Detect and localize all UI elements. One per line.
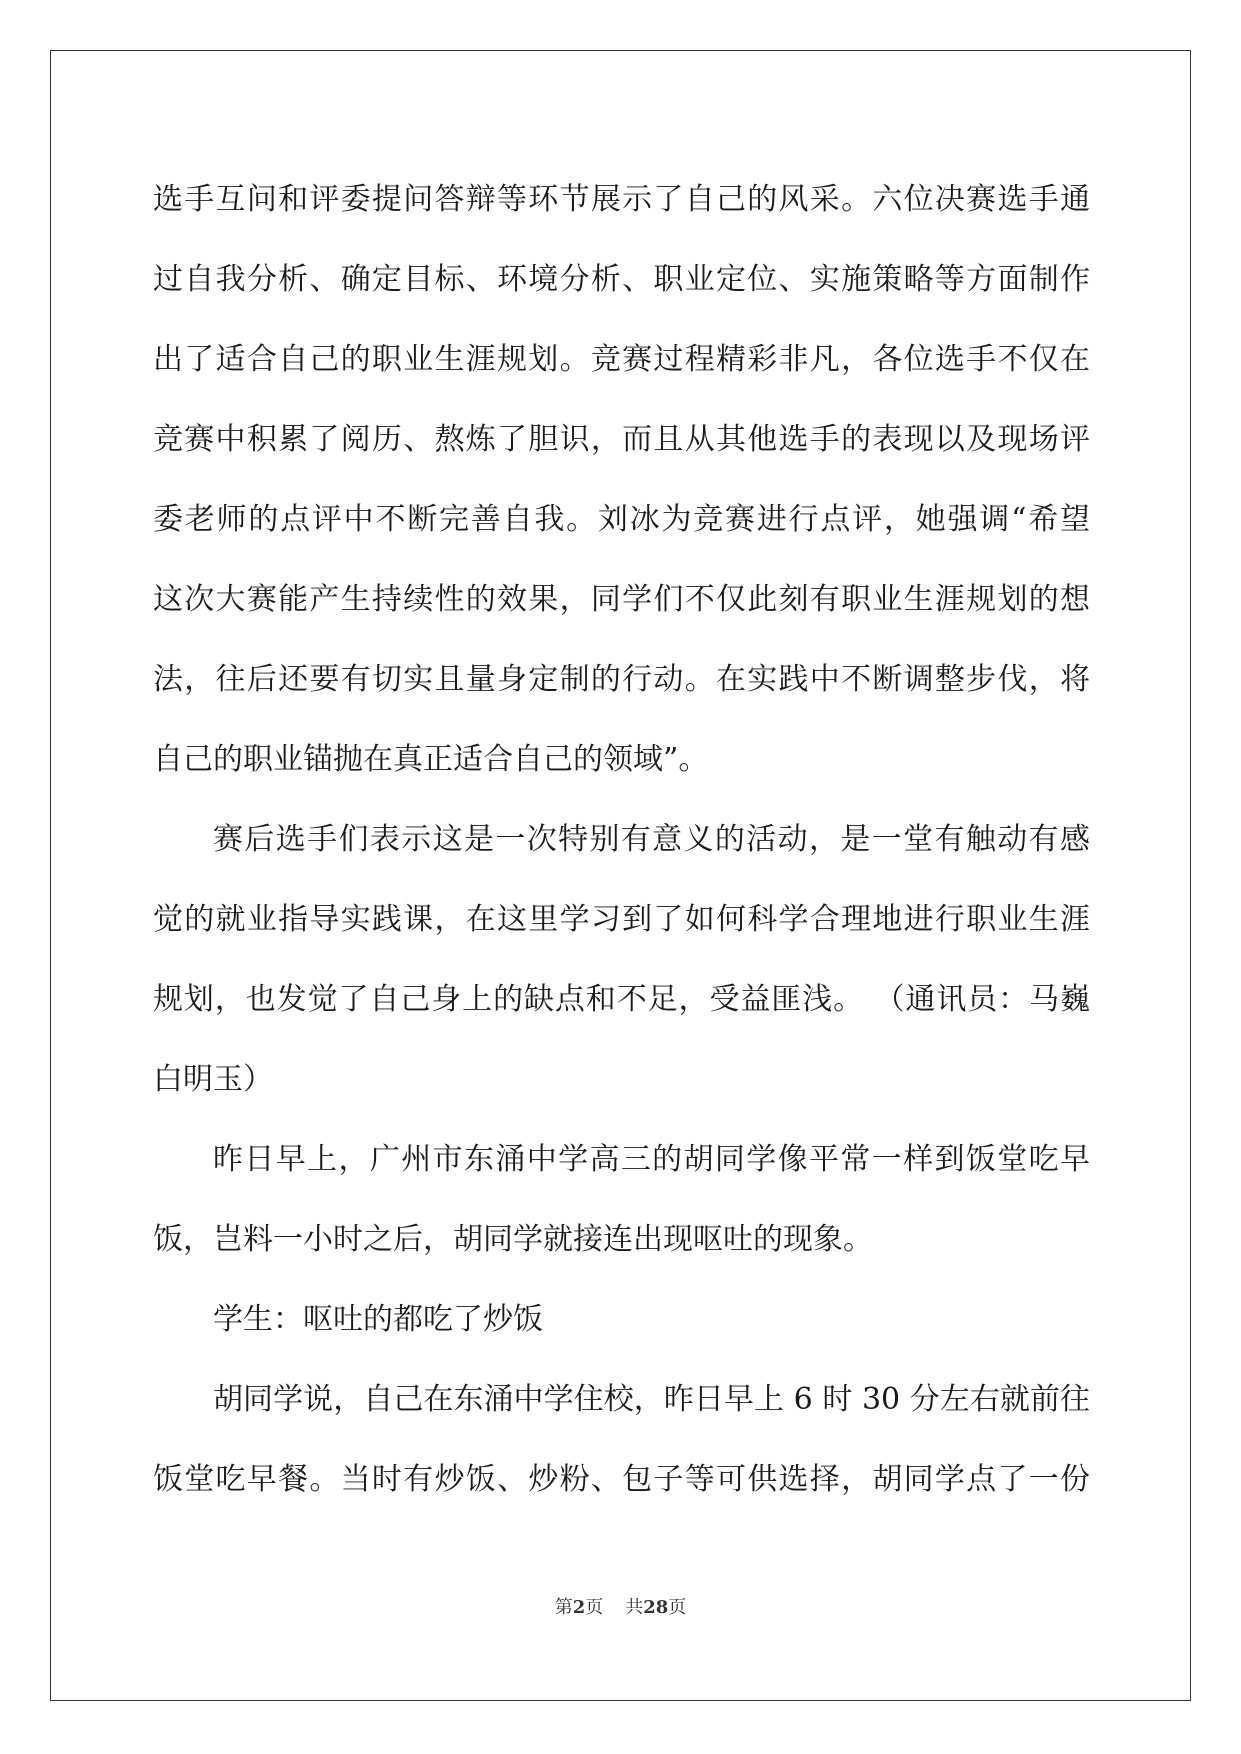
text-line: 赛后选手们表示这是一次特别有意义的活动，是一堂有触动有感 xyxy=(213,822,1090,857)
text-line: 昨日早上，广州市东涌中学高三的胡同学像平常一样到饭堂吃早 xyxy=(213,1142,1090,1177)
text-line: 学生：呕吐的都吃了炒饭 xyxy=(213,1302,543,1337)
text-line: 选手互问和评委提问答辩等环节展示了自己的风采。六位决赛选手通 xyxy=(153,182,1090,217)
footer-prefix: 第 xyxy=(554,1597,573,1618)
page-number: 2 xyxy=(572,1597,586,1618)
text-line: 自己的职业锚抛在真正适合自己的领域”。 xyxy=(153,742,709,777)
text-line: 白明玉） xyxy=(153,1062,273,1097)
text-line: 委老师的点评中不断完善自我。刘冰为竞赛进行点评，她强调“希望 xyxy=(153,502,1090,537)
text-line: 觉的就业指导实践课，在这里学习到了如何科学合理地进行职业生涯 xyxy=(153,902,1090,937)
footer-total-suffix: 页 xyxy=(668,1597,687,1618)
text-line: 过自我分析、确定目标、环境分析、职业定位、实施策略等方面制作 xyxy=(153,262,1090,297)
text-line: 规划，也发觉了自己身上的缺点和不足，受益匪浅。 （通讯员：马巍 xyxy=(153,982,1090,1017)
text-line: 胡同学说，自己在东涌中学住校，昨日早上 6 时 30 分左右就前往 xyxy=(213,1382,1090,1417)
footer-total-prefix: 共 xyxy=(625,1597,644,1618)
footer-page-suffix: 页 xyxy=(585,1597,604,1618)
text-line: 这次大赛能产生持续性的效果，同学们不仅此刻有职业生涯规划的想 xyxy=(153,582,1090,617)
document-body xyxy=(153,160,1090,1520)
text-line: 饭堂吃早餐。当时有炒饭、炒粉、包子等可供选择，胡同学点了一份 xyxy=(153,1462,1090,1497)
text-line: 饭，岂料一小时之后，胡同学就接连出现呕吐的现象。 xyxy=(153,1222,873,1257)
page-footer xyxy=(0,1596,1241,1620)
text-line: 竞赛中积累了阅历、熬炼了胆识，而且从其他选手的表现以及现场评 xyxy=(153,422,1090,457)
total-pages: 28 xyxy=(643,1597,669,1618)
text-line: 法，往后还要有切实且量身定制的行动。在实践中不断调整步伐，将 xyxy=(153,662,1090,697)
text-line: 出了适合自己的职业生涯规划。竞赛过程精彩非凡，各位选手不仅在 xyxy=(153,342,1090,377)
